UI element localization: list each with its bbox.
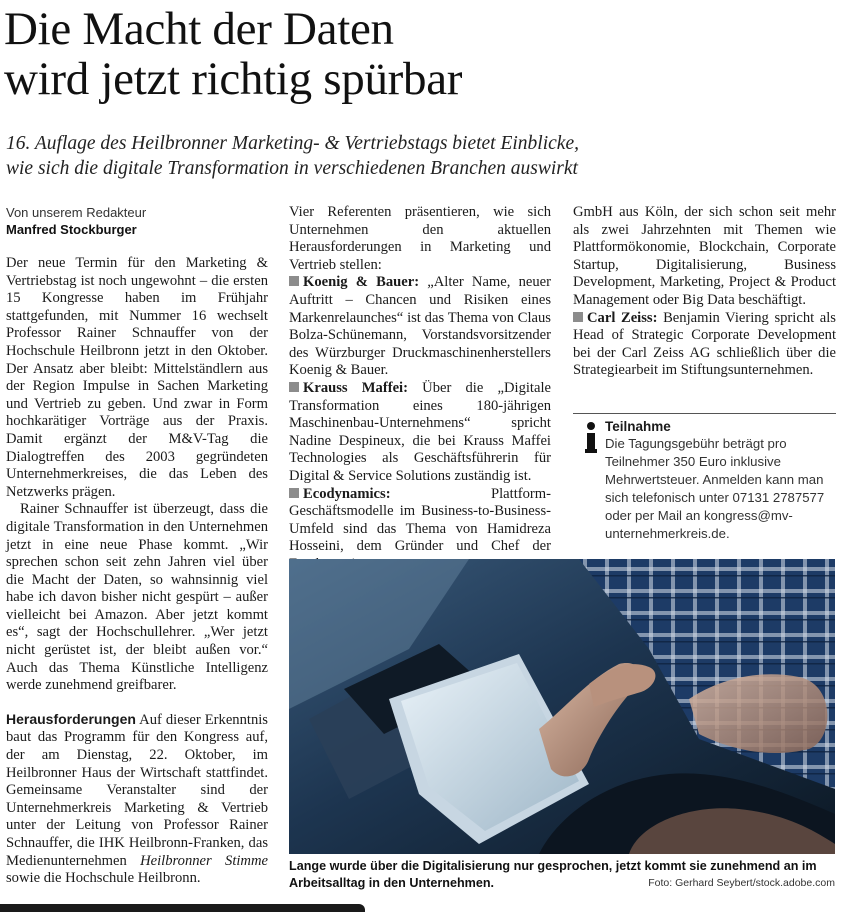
article-column-1 bbox=[6, 255, 268, 888]
speaker-text: Plattform-Geschäftsmodelle im Business-to-Business-Umfeld sind das Thema von Hamidreza Hosseini, dem Gründer und Chef der bbox=[289, 485, 551, 555]
article-column-2 bbox=[289, 204, 551, 573]
byline bbox=[6, 204, 268, 238]
speaker-name: Carl Zeiss: bbox=[587, 309, 658, 326]
headline-line-2: wird jetzt richtig spürbar bbox=[4, 53, 463, 105]
article-photo bbox=[289, 559, 835, 854]
newspaper-name: Heilbronner Stimme bbox=[140, 852, 268, 869]
body-paragraph-3 bbox=[6, 711, 268, 888]
bottom-bar bbox=[0, 904, 365, 912]
speaker-text: Über die „Digitale Transformation eines 180-jährigen Maschinenbau-Unternehmens“ spricht Nadine Despineux, die bei Krauss Maffei Technologies als Geschäftsführerin für Digital & Service Solutions zuständig ist. bbox=[289, 379, 551, 484]
subheadline bbox=[6, 131, 851, 181]
body-paragraph-3-end: sowie die Hochschule Heilbronn. bbox=[6, 870, 201, 887]
byline-from: Von unserem Redakteur bbox=[6, 205, 147, 220]
info-box bbox=[573, 413, 836, 543]
subhead-herausforderungen: Herausforderungen bbox=[6, 710, 136, 727]
square-bullet-icon bbox=[289, 488, 299, 498]
photo-credit: Foto: Gerhard Seybert/stock.adobe.com bbox=[648, 877, 835, 889]
speaker-name: Koenig & Bauer: bbox=[303, 274, 420, 291]
info-box-text: Die Tagungsgebühr beträgt pro Teilnehmer 350 Euro inklusive Mehrwertsteuer. Anmelden kann man sich telefonisch unter 07131 2787577 oder per Mail an kongress@mv-unternehmerkreis.de. bbox=[605, 436, 825, 541]
subheadline-line-2: wie sich die digitale Transformation in verschiedenen Branchen auswirkt bbox=[6, 158, 578, 179]
square-bullet-icon bbox=[289, 382, 299, 392]
square-bullet-icon bbox=[289, 276, 299, 286]
article-column-3 bbox=[573, 204, 836, 380]
headline-line-1: Die Macht der Daten bbox=[4, 3, 394, 55]
speaker-name: Ecodynamics: bbox=[303, 485, 391, 502]
subheadline-line-1: 16. Auflage des Heilbronner Marketing- & Vertriebstags bietet Einblicke, bbox=[6, 133, 579, 154]
square-bullet-icon bbox=[573, 312, 583, 322]
body-paragraph-2: Rainer Schnauffer ist überzeugt, dass die digitale Transformation in den Unternehmen jetzt in eine neue Phase kommt. „Wir sprechen schon seit zehn Jahren viel über die Macht der Daten, so wahnsinnig viel habe ich davon bisher nicht gespürt – außer vielleicht bei Amazon. Aber jetzt kommt es“, sagt der Hochschullehrer. „Wer jetzt nicht gerüstet ist, der bleibt außen vor.“ Auch das Thema Künstliche Intelligenz werde zunehmend greifbarer. bbox=[6, 501, 268, 694]
photo-caption: Lange wurde über die Digitalisierung nur gesprochen, jetzt kommt sie zunehmend an im Arbeitsalltag in den Unternehmen. bbox=[289, 859, 817, 890]
body-paragraph-4: Vier Referenten präsentieren, wie sich Unternehmen den aktuellen Herausforderungen in Marketing und Vertrieb stellen: bbox=[289, 204, 551, 273]
headline bbox=[4, 4, 849, 104]
speaker-item-krauss-maffei bbox=[289, 380, 551, 486]
speaker-item-koenig-bauer bbox=[289, 274, 551, 380]
info-icon bbox=[585, 422, 597, 454]
speaker-text: „Alter Name, neuer Auftritt – Chancen und Risiken eines Markenrelaunches“ ist das Thema von Claus Bolza-Schünemann, Vorstandsvorsitzender des Würzburger Druckmaschinenherstellers Koenig & Bauer. bbox=[289, 274, 551, 379]
info-box-title: Teilnahme bbox=[605, 419, 671, 434]
speaker-item-carl-zeiss bbox=[573, 310, 836, 380]
speaker-name: Krauss Maffei: bbox=[303, 379, 408, 396]
body-paragraph-5: GmbH aus Köln, der sich schon seit mehr als zwei Jahrzehnten mit Themen wie Plattformökonomie, Blockchain, Corporate Startup, Digitalisierung, Business Development, Marketing, Project & Product Management oder Big Data beschäftigt. bbox=[573, 204, 836, 308]
speaker-text: Benjamin Viering spricht als Head of Strategic Corporate Development bei der Carl Zeiss AG schließlich über die Strategiearbeit im Stiftungsunternehmen. bbox=[573, 309, 836, 379]
byline-author: Manfred Stockburger bbox=[6, 222, 137, 237]
body-paragraph-3-text: Auf dieser Erkenntnis baut das Programm für den Kongress auf, der am Dienstag, 22. Oktober, im Heilbronner Haus der Wirtschaft stattfindet. Gemeinsame Veranstalter sind der Unternehmerkreis Marketing & Vertrieb unter der Leitung von Professor Rainer Schnauffer, die IHK Heilbronn-Franken, das Medienunternehmen bbox=[6, 711, 268, 869]
body-paragraph-1: Der neue Termin für den Marketing & Vertriebstag ist noch ungewohnt – die ersten 15 Kongresse haben im Frühjahr stattgefunden, mit Nummer 16 wechselt Professor Rainer Schnauffer von der Hochschule Heilbronn jetzt in den Oktober. Der Ansatz aber bleibt: Mittelständlern aus der Region Impulse in Sachen Marketing und Vertrieb zu geben. Und zwar in Form hochkarätiger Vorträge aus der Praxis. Damit ergänzt der M&V-Tag die Dialogtreffen des 2003 gegründeten Unternehmerkreises, die das Leben des Netzwerks prägen. bbox=[6, 255, 268, 500]
